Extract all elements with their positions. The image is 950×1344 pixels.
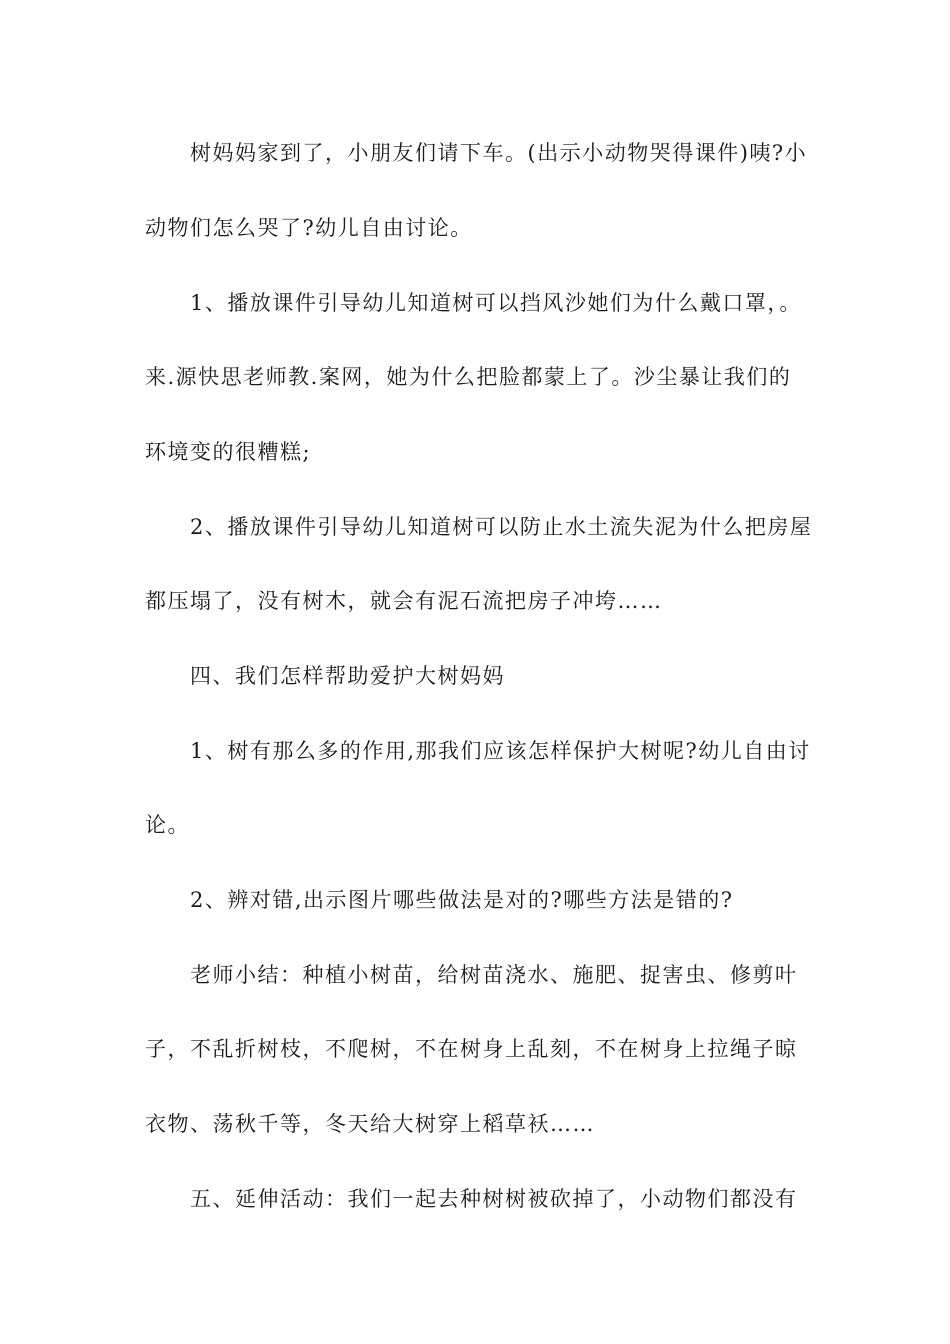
section-heading: 四、我们怎样帮助爱护大树妈妈: [190, 664, 505, 688]
paragraph-line: 都压塌了，没有树木，就会有泥石流把房子冲垮……: [145, 589, 663, 613]
paragraph-line: 衣物、荡秋千等，冬天给大树穿上稻草袄……: [145, 1112, 595, 1136]
paragraph-line: 老师小结：种植小树苗，给树苗浇水、施肥、捉害虫、修剪叶: [190, 963, 798, 987]
paragraph-line: 子，不乱折树枝，不爬树，不在树身上乱刻，不在树身上拉绳子晾: [145, 1037, 798, 1061]
paragraph-line: 论。: [145, 813, 190, 837]
paragraph-line: 动物们怎么哭了?幼儿自由讨论。: [145, 216, 473, 240]
paragraph-line: 环境变的很糟糕;: [145, 440, 312, 464]
paragraph-line: 来.源快思老师教.案网，她为什么把脸都蒙上了。沙尘暴让我们的: [145, 365, 792, 389]
paragraph-line: 1、播放课件引导幼儿知道树可以挡风沙她们为什么戴口罩，。: [190, 291, 802, 315]
section-heading: 五、延伸活动：我们一起去种树树被砍掉了，小动物们都没有: [190, 1187, 798, 1211]
paragraph-line: 2、辨对错,出示图片哪些做法是对的?哪些方法是错的?: [190, 888, 734, 912]
paragraph-line: 树妈妈家到了，小朋友们请下车。(出示小动物哭得课件)咦?小: [190, 141, 808, 165]
paragraph-line: 1、树有那么多的作用,那我们应该怎样保护大树呢?幼儿自由讨: [190, 739, 811, 763]
paragraph-line: 2、播放课件引导幼儿知道树可以防止水土流失泥为什么把房屋: [190, 515, 813, 539]
